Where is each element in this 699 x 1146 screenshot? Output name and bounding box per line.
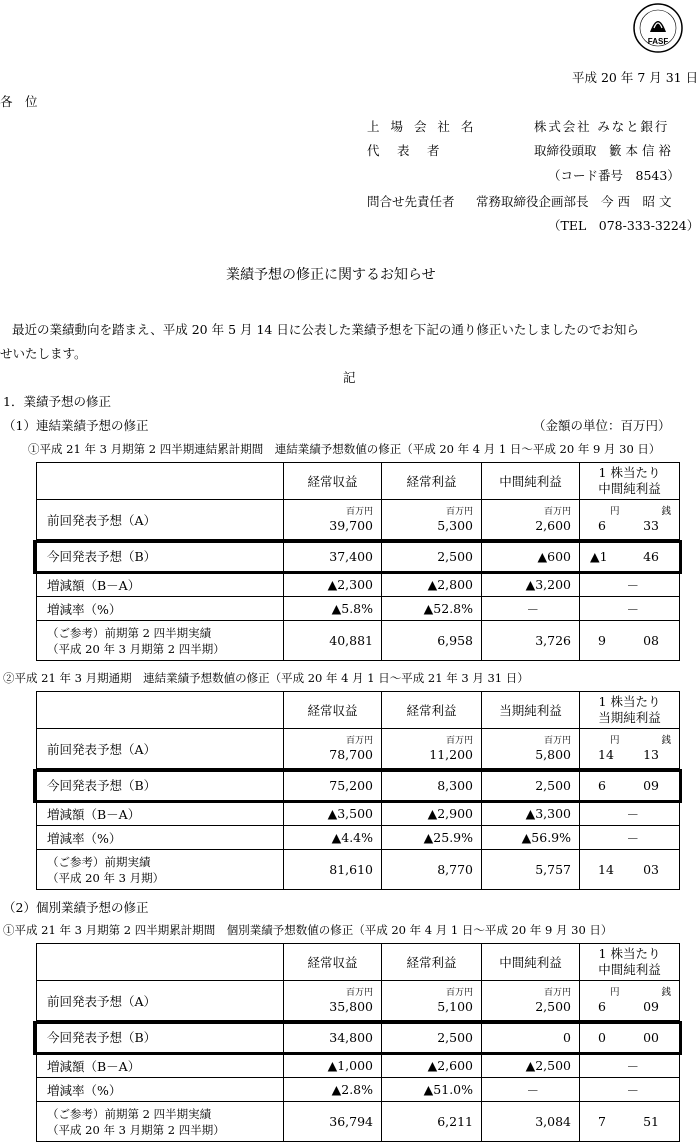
document-date: 平成 20 年 7 月 31 日 xyxy=(572,70,699,85)
cell-value: 6,958 xyxy=(382,621,482,661)
cell-value: 39,700 xyxy=(329,517,373,533)
eps-cell xyxy=(580,540,680,573)
representative: 取締役頭取 籔 本 信 裕 xyxy=(534,143,671,158)
unit-label: 百万円 xyxy=(543,987,571,998)
company-name-label: 上 場 会 社 名 xyxy=(367,119,477,134)
eps-yen: 6 xyxy=(598,518,606,533)
row-label: 増減率（%） xyxy=(37,597,284,621)
eps-yen: 6 xyxy=(598,777,606,793)
eps-yen: 7 xyxy=(598,1114,606,1129)
contact-person: 常務取締役企画部長 今 西 昭 文 xyxy=(476,194,672,209)
subsection-consolidated: （1）連結業績予想の修正 xyxy=(3,418,149,433)
eps-sen: 46 xyxy=(643,548,659,564)
eps-cell xyxy=(580,769,680,802)
addressee: 各 位 xyxy=(0,94,38,109)
cell-value: ▲2,300 xyxy=(284,573,382,597)
col-header-eps xyxy=(580,692,680,729)
cell-value: 35,800 xyxy=(329,998,373,1014)
cell-value: 0 xyxy=(482,1021,580,1054)
yen-label: 円 xyxy=(610,987,620,998)
unit-label: 百万円 xyxy=(445,987,473,998)
row-label: 増減率（%） xyxy=(37,1078,284,1102)
cell xyxy=(382,500,482,540)
cell-value: 2,500 xyxy=(535,998,571,1014)
cell-value: 5,100 xyxy=(437,998,473,1014)
col-header: 経常収益 xyxy=(284,692,382,729)
row-label: 今回発表予想（B） xyxy=(37,1021,284,1054)
cell-value: 36,794 xyxy=(284,1102,382,1142)
cell-value: ▲2,800 xyxy=(382,573,482,597)
row-label: 増減額（B－A） xyxy=(37,573,284,597)
row-label: 増減額（B－A） xyxy=(37,1054,284,1078)
cell-value: 75,200 xyxy=(284,769,382,802)
cell-value: ▲2,900 xyxy=(382,802,482,826)
col-header-eps xyxy=(580,463,680,500)
cell-value: 40,881 xyxy=(284,621,382,661)
table3 xyxy=(36,943,680,1142)
table3-caption: ①平成 21 年 3 月期第 2 四半期累計期間 個別業績予想数値の修正（平成 20 年 4 月 1 日～平成 20 年 9 月 30 日） xyxy=(3,923,613,937)
cell-value: 2,600 xyxy=(535,517,571,533)
cell-value: 11,200 xyxy=(429,746,473,762)
unit-label: 百万円 xyxy=(345,506,373,517)
row-label-line2: （平成 20 年 3 月期第 2 四半期） xyxy=(47,641,225,656)
table-corner xyxy=(37,463,284,500)
cell-value: ▲56.9% xyxy=(482,826,580,850)
representative-label: 代 表 者 xyxy=(367,143,443,158)
row-label xyxy=(37,1102,284,1142)
sen-label: 銭 xyxy=(661,735,671,746)
table2 xyxy=(36,691,680,890)
eps-header-line1: 1 株当たり xyxy=(598,694,661,709)
row-label xyxy=(37,621,284,661)
eps-sen: 00 xyxy=(643,1029,659,1045)
eps-sen: 13 xyxy=(643,747,659,762)
row-label-line1: （ご参考）前期第 2 四半期実績 xyxy=(47,625,212,640)
table-corner xyxy=(37,692,284,729)
eps-sen: 51 xyxy=(643,1114,659,1129)
cell-value: ▲3,500 xyxy=(284,802,382,826)
cell-value: － xyxy=(482,597,580,621)
cell-value: 34,800 xyxy=(284,1021,382,1054)
cell xyxy=(482,981,580,1021)
eps-sen: 09 xyxy=(643,777,659,793)
col-header: 経常収益 xyxy=(284,944,382,981)
section-heading: 1．業績予想の修正 xyxy=(3,394,111,409)
cell-value: ▲2,500 xyxy=(482,1054,580,1078)
row-label-line1: （ご参考）前期実績 xyxy=(47,854,151,869)
eps-cell xyxy=(580,621,680,661)
cell-value: 5,800 xyxy=(535,746,571,762)
cell xyxy=(482,500,580,540)
cell-value: － xyxy=(580,573,680,597)
unit-label: 百万円 xyxy=(445,506,473,517)
col-header: 経常利益 xyxy=(382,692,482,729)
logo-text: FASF xyxy=(647,37,669,46)
eps-cell xyxy=(580,1102,680,1142)
eps-sen: 03 xyxy=(643,862,659,877)
eps-sen: 09 xyxy=(643,999,659,1014)
body-text-line2: せいたします。 xyxy=(0,346,87,361)
unit-label: 百万円 xyxy=(445,735,473,746)
cell-value: 81,610 xyxy=(284,850,382,890)
cell-value: ▲5.8% xyxy=(284,597,382,621)
cell-value: ▲52.8% xyxy=(382,597,482,621)
unit-label: 百万円 xyxy=(543,506,571,517)
eps-header-line2: 当期純利益 xyxy=(598,710,661,725)
body-text-line1: 最近の業績動向を踏まえ、平成 20 年 5 月 14 日に公表した業績予想を下記の通り修正いたしましたのでお知ら xyxy=(12,322,639,337)
sen-label: 銭 xyxy=(661,506,671,517)
eps-sen: 08 xyxy=(643,633,659,648)
eps-cell xyxy=(580,500,680,540)
cell-value: － xyxy=(580,597,680,621)
table1 xyxy=(36,462,680,661)
row-label-line1: （ご参考）前期第 2 四半期実績 xyxy=(47,1106,212,1121)
eps-cell xyxy=(580,729,680,769)
cell xyxy=(482,729,580,769)
eps-cell xyxy=(580,850,680,890)
cell-value: 2,500 xyxy=(482,769,580,802)
cell-value: 8,300 xyxy=(382,769,482,802)
col-header: 中間純利益 xyxy=(482,463,580,500)
cell xyxy=(284,729,382,769)
eps-yen: ▲1 xyxy=(590,548,608,564)
table1-caption: ①平成 21 年 3 月期第 2 四半期連結累計期間 連結業績予想数値の修正（平成 20 年 4 月 1 日～平成 20 年 9 月 30 日） xyxy=(28,442,661,456)
cell-value: － xyxy=(580,802,680,826)
cell-value: 37,400 xyxy=(284,540,382,573)
eps-yen: 9 xyxy=(598,633,606,648)
fasf-logo xyxy=(632,2,684,54)
cell-value: ▲3,300 xyxy=(482,802,580,826)
row-label: 今回発表予想（B） xyxy=(37,769,284,802)
sen-label: 銭 xyxy=(661,987,671,998)
eps-header-line2: 中間純利益 xyxy=(598,962,661,977)
cell-value: 2,500 xyxy=(382,1021,482,1054)
cell-value: ▲600 xyxy=(482,540,580,573)
row-label xyxy=(37,850,284,890)
eps-yen: 0 xyxy=(598,1029,606,1045)
cell-value: 78,700 xyxy=(329,746,373,762)
eps-header-line1: 1 株当たり xyxy=(598,465,661,480)
ki-marker: 記 xyxy=(343,370,356,385)
eps-yen: 14 xyxy=(598,862,614,877)
cell xyxy=(382,981,482,1021)
document-title: 業績予想の修正に関するお知らせ xyxy=(226,267,436,283)
col-header: 中間純利益 xyxy=(482,944,580,981)
cell-value: ▲2.8% xyxy=(284,1078,382,1102)
telephone: （TEL 078-333-3224） xyxy=(548,218,699,233)
yen-label: 円 xyxy=(610,506,620,517)
row-label-line2: （平成 20 年 3 月期） xyxy=(47,870,165,885)
row-label: 前回発表予想（A） xyxy=(37,981,284,1021)
table2-caption: ②平成 21 年 3 月期通期 連結業績予想数値の修正（平成 20 年 4 月 1 日～平成 21 年 3 月 31 日） xyxy=(3,671,529,685)
col-header: 経常利益 xyxy=(382,944,482,981)
code-number: （コード番号 8543） xyxy=(548,168,680,183)
cell-value: 3,084 xyxy=(482,1102,580,1142)
cell-value: 5,757 xyxy=(482,850,580,890)
table-corner xyxy=(37,944,284,981)
cell-value: ▲3,200 xyxy=(482,573,580,597)
eps-header-line2: 中間純利益 xyxy=(598,481,661,496)
col-header: 経常収益 xyxy=(284,463,382,500)
row-label: 前回発表予想（A） xyxy=(37,729,284,769)
unit-label: 百万円 xyxy=(345,987,373,998)
eps-yen: 14 xyxy=(598,747,614,762)
eps-cell xyxy=(580,1021,680,1054)
cell xyxy=(382,729,482,769)
yen-label: 円 xyxy=(610,735,620,746)
row-label-line2: （平成 20 年 3 月期第 2 四半期） xyxy=(47,1122,225,1137)
company-name: 株式会社 みなと銀行 xyxy=(534,119,670,134)
cell xyxy=(284,500,382,540)
subsection-individual: （2）個別業績予想の修正 xyxy=(3,900,149,915)
cell-value: ▲1,000 xyxy=(284,1054,382,1078)
row-label: 今回発表予想（B） xyxy=(37,540,284,573)
cell-value: 8,770 xyxy=(382,850,482,890)
cell-value: 2,500 xyxy=(382,540,482,573)
cell-value: ▲4.4% xyxy=(284,826,382,850)
cell-value: ▲51.0% xyxy=(382,1078,482,1102)
contact-label: 問合せ先責任者 xyxy=(367,194,455,209)
cell xyxy=(284,981,382,1021)
cell-value: ▲25.9% xyxy=(382,826,482,850)
eps-sen: 33 xyxy=(643,518,659,533)
col-header: 経常利益 xyxy=(382,463,482,500)
row-label: 増減額（B－A） xyxy=(37,802,284,826)
cell-value: ▲2,600 xyxy=(382,1054,482,1078)
cell-value: － xyxy=(482,1078,580,1102)
unit-label: 百万円 xyxy=(543,735,571,746)
cell-value: 5,300 xyxy=(437,517,473,533)
cell-value: － xyxy=(580,826,680,850)
cell-value: － xyxy=(580,1054,680,1078)
eps-header-line1: 1 株当たり xyxy=(598,946,661,961)
col-header-eps xyxy=(580,944,680,981)
eps-cell xyxy=(580,981,680,1021)
unit-note: （金額の単位：百万円） xyxy=(533,418,671,433)
row-label: 前回発表予想（A） xyxy=(37,500,284,540)
eps-yen: 6 xyxy=(598,999,606,1014)
unit-label: 百万円 xyxy=(345,735,373,746)
cell-value: － xyxy=(580,1078,680,1102)
row-label: 増減率（%） xyxy=(37,826,284,850)
cell-value: 6,211 xyxy=(382,1102,482,1142)
cell-value: 3,726 xyxy=(482,621,580,661)
col-header: 当期純利益 xyxy=(482,692,580,729)
